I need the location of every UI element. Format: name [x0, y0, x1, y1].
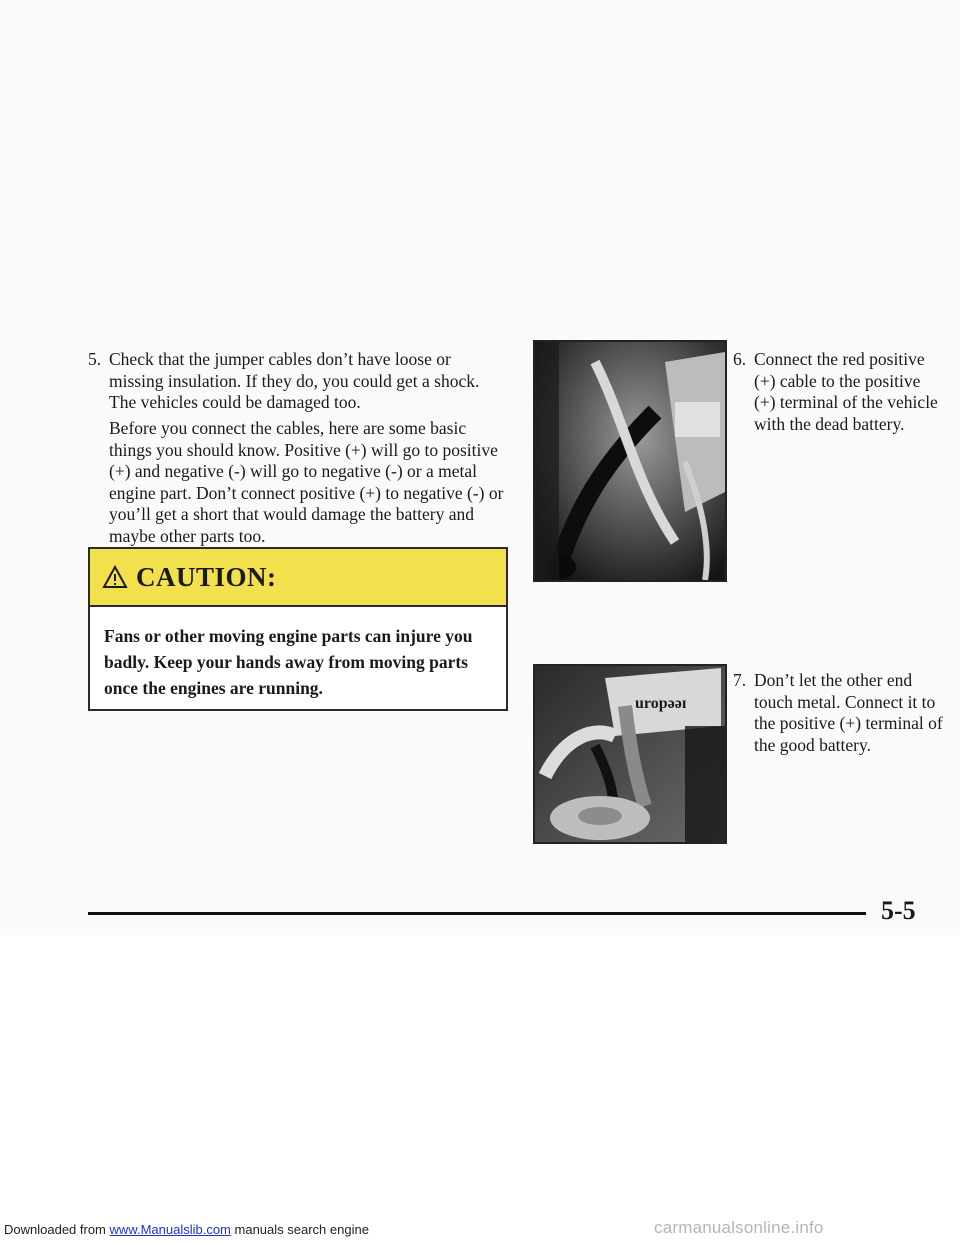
- photo-label: uropəəɪ: [635, 695, 687, 712]
- caution-box: [88, 547, 508, 711]
- basic-info-paragraph: Before you connect the cables, here are some basic things you should know. Positive (+) will go to positive (+) and negative (-) will go to negative (-) or a metal engine part. Don’t connect positive (+) to negative (-) or you’ll get a short that would damage the battery and maybe other parts too.: [109, 418, 504, 546]
- caution-title: CAUTION:: [136, 561, 277, 592]
- caution-header: [90, 549, 506, 607]
- step-text: Check that the jumper cables don’t have loose or missing insulation. If they do, you could get a shock. The vehicles could be damaged too.: [109, 349, 480, 412]
- download-suffix: manuals search engine: [234, 1222, 369, 1237]
- download-prefix: Downloaded from: [4, 1222, 106, 1237]
- step-number: 6.: [733, 349, 747, 369]
- step-text: Don’t let the other end touch metal. Connect it to the positive (+) terminal of the good battery.: [754, 670, 943, 755]
- step-number: 7.: [733, 670, 747, 690]
- engine-photo-good-battery: [533, 664, 727, 844]
- watermark: carmanualsonline.info: [654, 1218, 824, 1237]
- step-number: 5.: [88, 349, 102, 369]
- page-number: 5-5: [881, 896, 916, 925]
- warning-triangle-icon: [102, 565, 128, 589]
- step-5: [88, 349, 508, 414]
- step-text: Connect the red positive (+) cable to the positive (+) terminal of the vehicle with the dead battery.: [754, 349, 938, 434]
- caution-text: Fans or other moving engine parts can injure you badly. Keep your hands away from moving parts once the engines are running.: [104, 626, 473, 698]
- engine-photo-red-cable: [533, 340, 727, 582]
- step-6: [733, 349, 943, 435]
- step-7: [733, 670, 943, 756]
- manualslib-link[interactable]: www.Manualslib.com: [109, 1222, 231, 1237]
- download-credit: [4, 1222, 369, 1237]
- footer-rule: [88, 912, 866, 915]
